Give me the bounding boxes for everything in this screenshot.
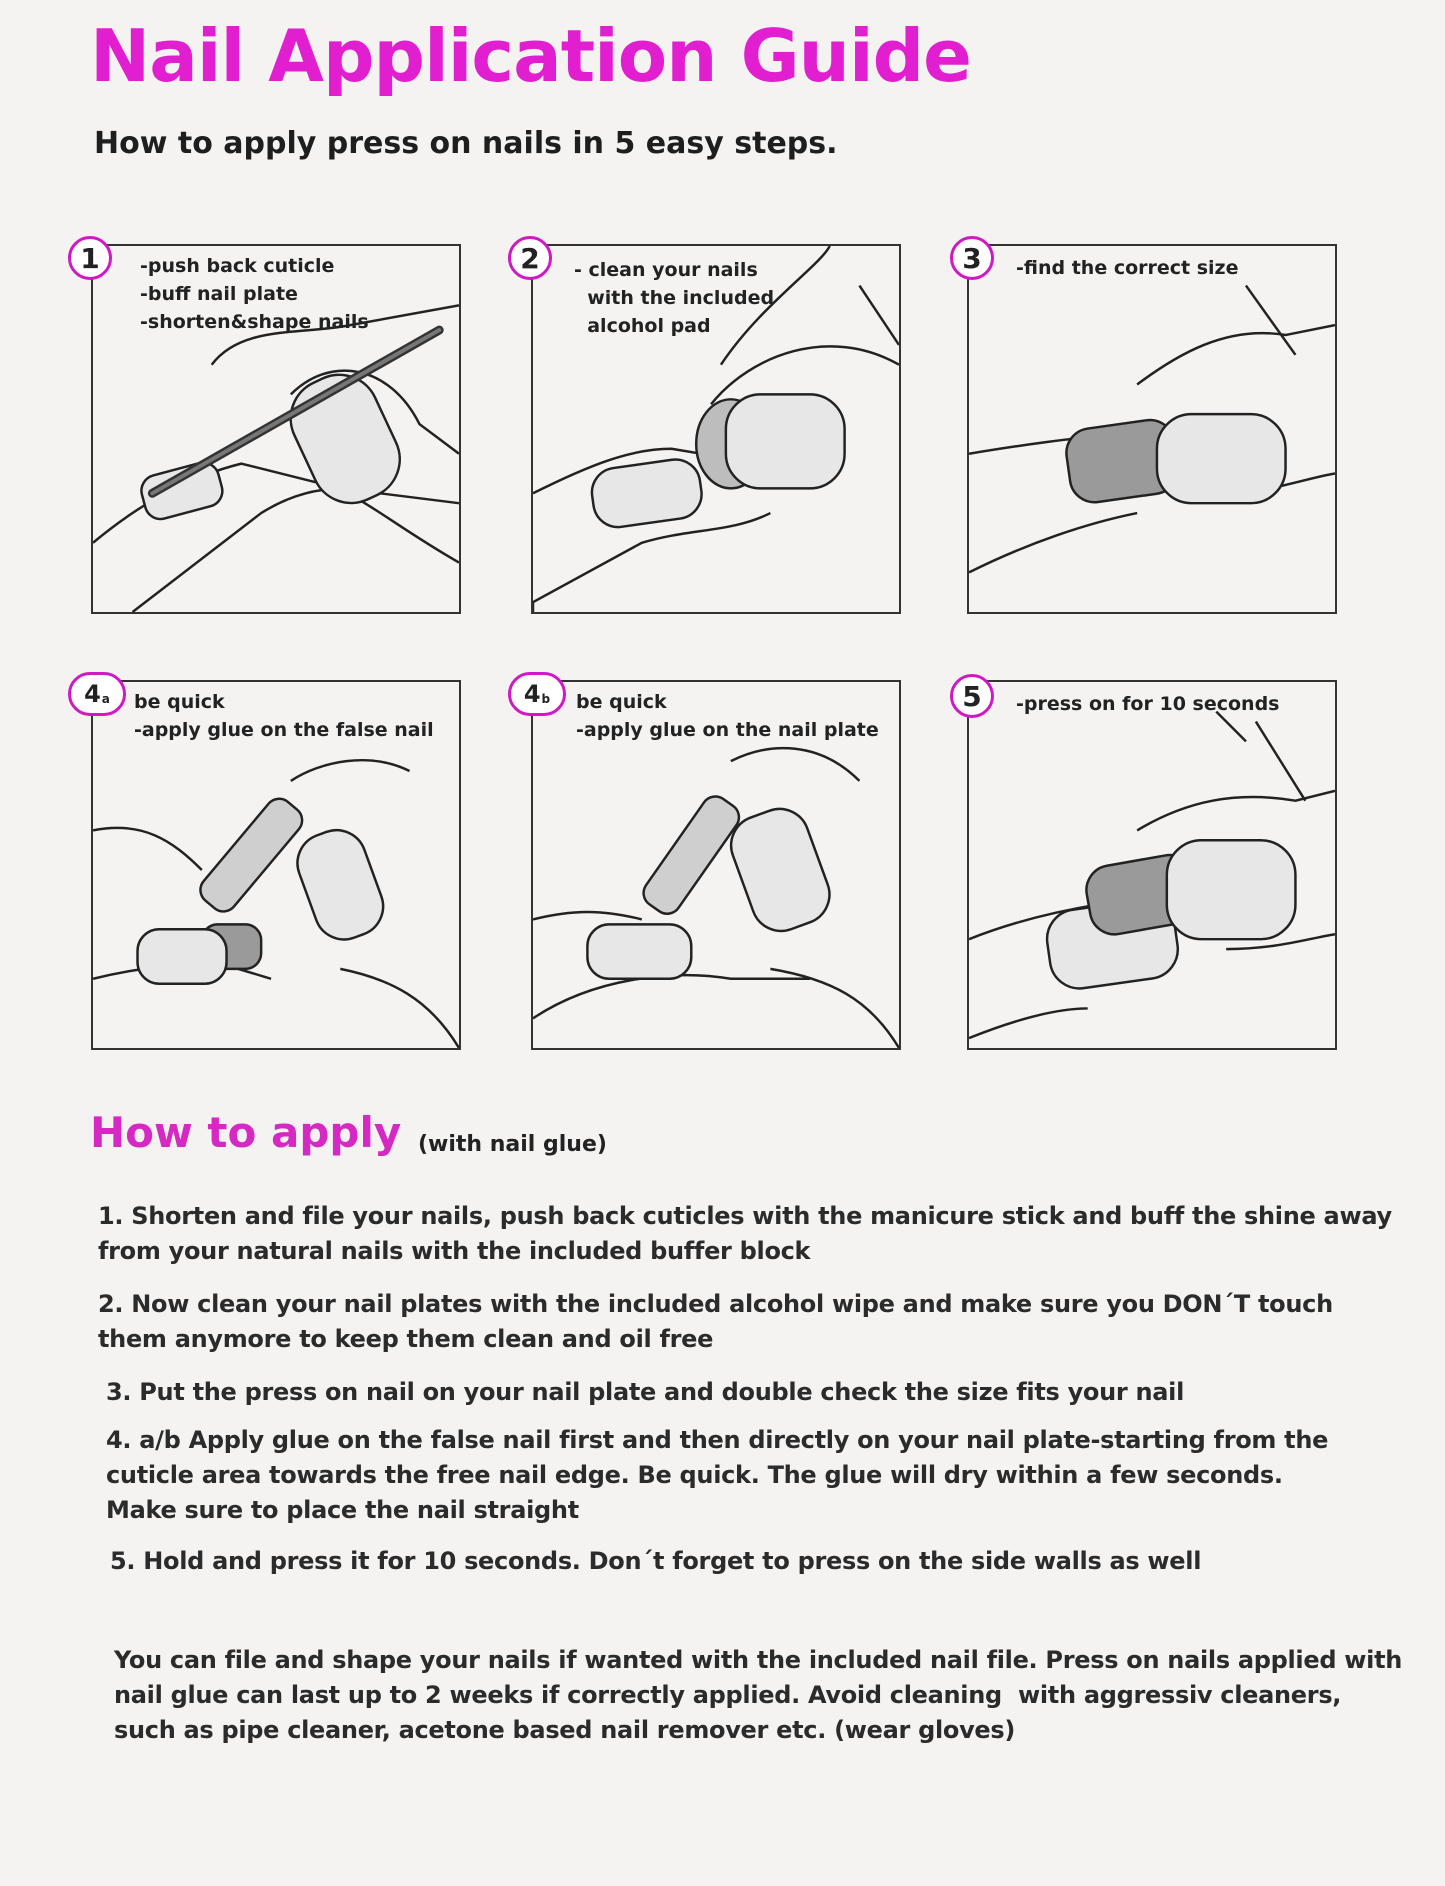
step-5-number: 5 <box>962 679 982 713</box>
step-3-badge <box>950 236 994 280</box>
step-1-badge <box>68 236 112 280</box>
how-to-apply-subheading: (with nail glue) <box>418 1132 607 1157</box>
instruction-item-5: 5. Hold and press it for 10 seconds. Don´t forget to press on the side walls as well <box>110 1547 1202 1575</box>
step-5-badge <box>950 674 994 718</box>
step-3-text: -find the correct size <box>1016 257 1239 279</box>
step-5-hand-drawing <box>969 682 1335 1048</box>
page-title: Nail Application Guide <box>90 14 971 98</box>
instruction-item-4: 4. a/b Apply glue on the false nail first and then directly on your nail plate-starting from the cuticle area towards the free nail edge. Be quick. The glue will dry within a few seconds. Make sure to place the nail straight <box>106 1426 1329 1524</box>
step-3-hand-drawing <box>969 246 1335 612</box>
step-4a-letter: a <box>101 692 110 706</box>
instruction-item-3: 3. Put the press on nail on your nail plate and double check the size fits your nail <box>106 1378 1185 1406</box>
step-4b-text: be quick -apply glue on the nail plate <box>576 691 879 741</box>
how-to-apply-heading: How to apply <box>90 1108 402 1157</box>
step-1-text: -push back cuticle -buff nail plate -shorten&shape nails <box>140 255 369 333</box>
step-3-illustration <box>967 244 1337 614</box>
step-2-text: - clean your nails with the included alcohol pad <box>574 259 775 337</box>
step-5-illustration <box>967 680 1337 1050</box>
usage-note: You can file and shape your nails if wanted with the included nail file. Press on nails applied with nail glue can last up to 2 weeks if correctly applied. Avoid cleaning with aggressiv cleaners, such as pipe cleaner, acetone based nail remover etc. (wear gloves) <box>114 1646 1403 1744</box>
step-4a-text: be quick -apply glue on the false nail <box>134 691 434 741</box>
step-4b-number: 4 <box>523 680 541 708</box>
step-4b-badge <box>508 672 566 716</box>
step-5-text: -press on for 10 seconds <box>1016 693 1280 715</box>
step-4a-number: 4 <box>84 680 101 708</box>
step-4a-badge <box>68 672 126 716</box>
step-1-number: 1 <box>80 241 100 275</box>
step-3-number: 3 <box>962 241 982 275</box>
step-2-number: 2 <box>520 241 540 275</box>
page-subtitle: How to apply press on nails in 5 easy steps. <box>94 126 838 161</box>
instruction-item-2: 2. Now clean your nail plates with the included alcohol wipe and make sure you DON´T touch them anymore to keep them clean and oil free <box>98 1290 1333 1353</box>
step-4b-letter: b <box>541 692 551 706</box>
step-2-badge <box>508 236 552 280</box>
instruction-item-1: 1. Shorten and file your nails, push back cuticles with the manicure stick and buff the shine away from your natural nails with the included buffer block <box>98 1202 1392 1265</box>
